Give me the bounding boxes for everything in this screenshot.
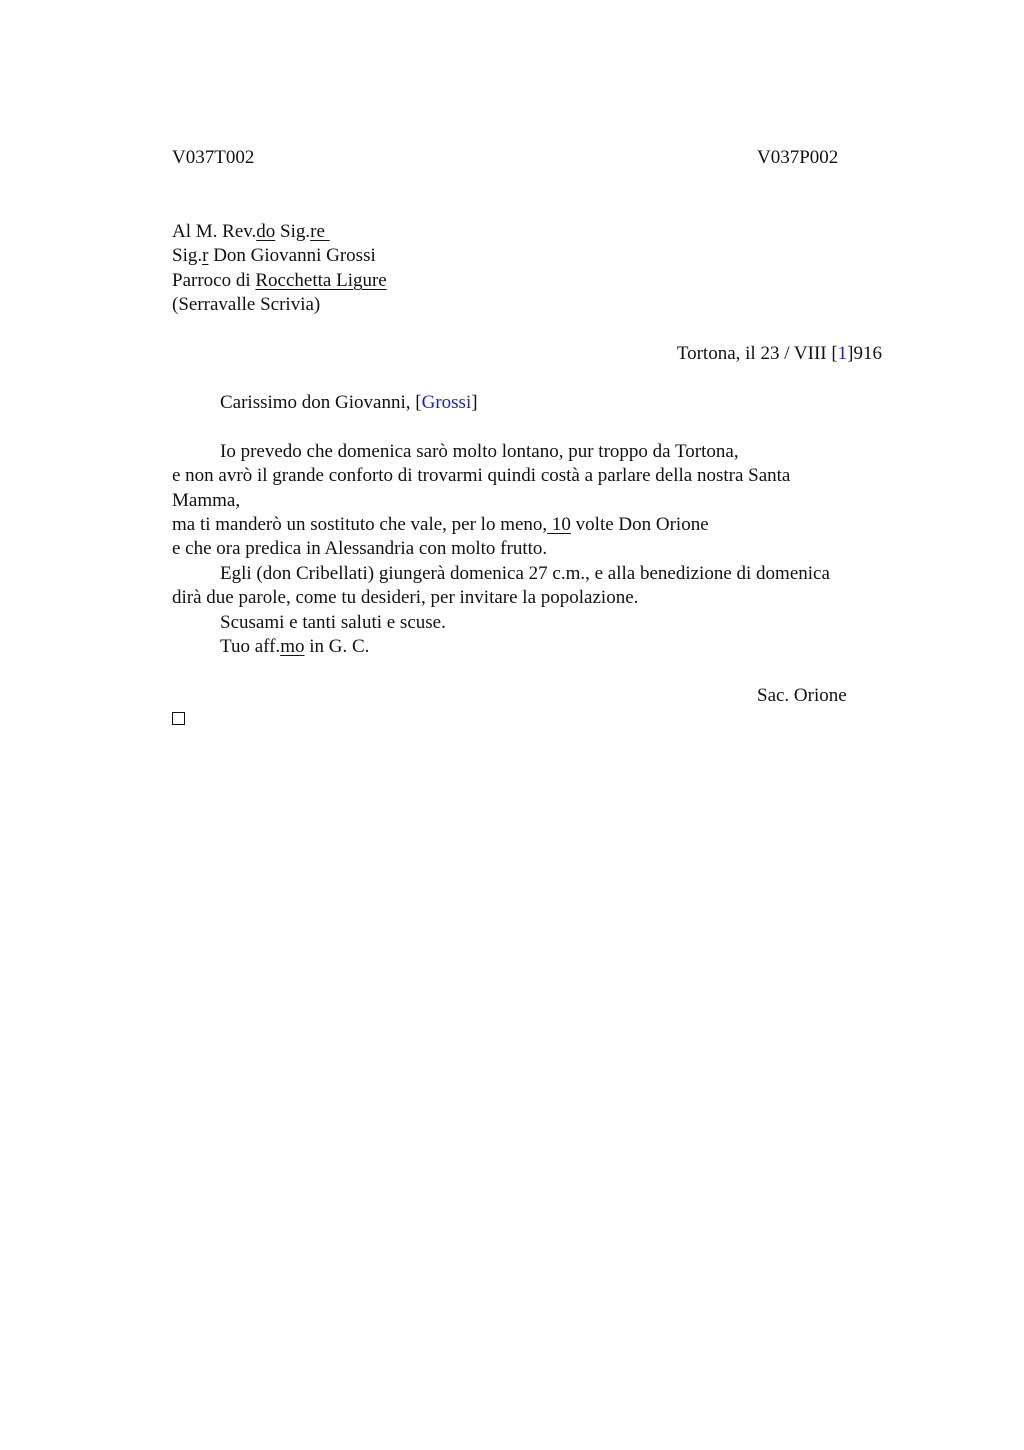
abbrev-superscript: r [202,245,209,266]
body-line: Scusami e tanti saluti e scuse. [220,612,446,633]
abbrev-superscript: mo [280,636,305,657]
body-line: Mamma, [172,490,241,511]
address-text: Don Giovanni Grossi [208,245,376,266]
address-text: Al M. Rev. [172,221,257,242]
end-marker-box-icon [172,712,185,725]
body-line: Io prevedo che domenica sarò molto lontano, pur troppo da Tortona, [220,441,739,462]
closing-text: Tuo aff. [220,636,281,657]
address-line-2 [172,244,376,269]
address-line-4: (Serravalle Scrivia) [172,294,321,315]
address-text: Sig. [172,245,203,266]
editorial-insertion: Grossi [421,392,472,413]
document-code-right: V037P002 [757,147,839,168]
body-text: ma ti manderò un sostituto che vale, per lo meno, [172,514,548,535]
closing-text: in G. C. [304,636,370,657]
address-text: Sig. [275,221,311,242]
body-line: e che ora predica in Alessandria con molto frutto. [172,538,548,559]
salutation [220,391,478,416]
address-line-1 [172,220,330,245]
editorial-insertion: 1 [837,343,848,364]
address-line-3 [172,269,387,294]
date-text: ]916 [847,343,882,364]
body-line [172,513,709,538]
abbrev-superscript: do [256,221,276,242]
salutation-text: ] [471,392,478,413]
abbrev-superscript: re [310,221,330,242]
date-line [677,342,882,367]
body-line: e non avrò il grande conforto di trovarmi quindi costà a parlare della nostra Santa [172,465,791,486]
document-code-left: V037T002 [172,147,255,168]
address-text: Parroco di [172,270,256,291]
place-name: Rocchetta Ligure [255,270,387,291]
body-text: volte Don Orione [570,514,709,535]
underlined-number: 10 [547,514,571,535]
signature: Sac. Orione [757,685,847,706]
body-line: dirà due parole, come tu desideri, per invitare la popolazione. [172,587,639,608]
closing-line [220,635,369,660]
salutation-text: Carissimo don Giovanni, [ [220,392,422,413]
body-line: Egli (don Cribellati) giungerà domenica 27 c.m., e alla benedizione di domenica [220,563,830,584]
date-text: Tortona, il 23 / VIII [ [676,343,838,364]
